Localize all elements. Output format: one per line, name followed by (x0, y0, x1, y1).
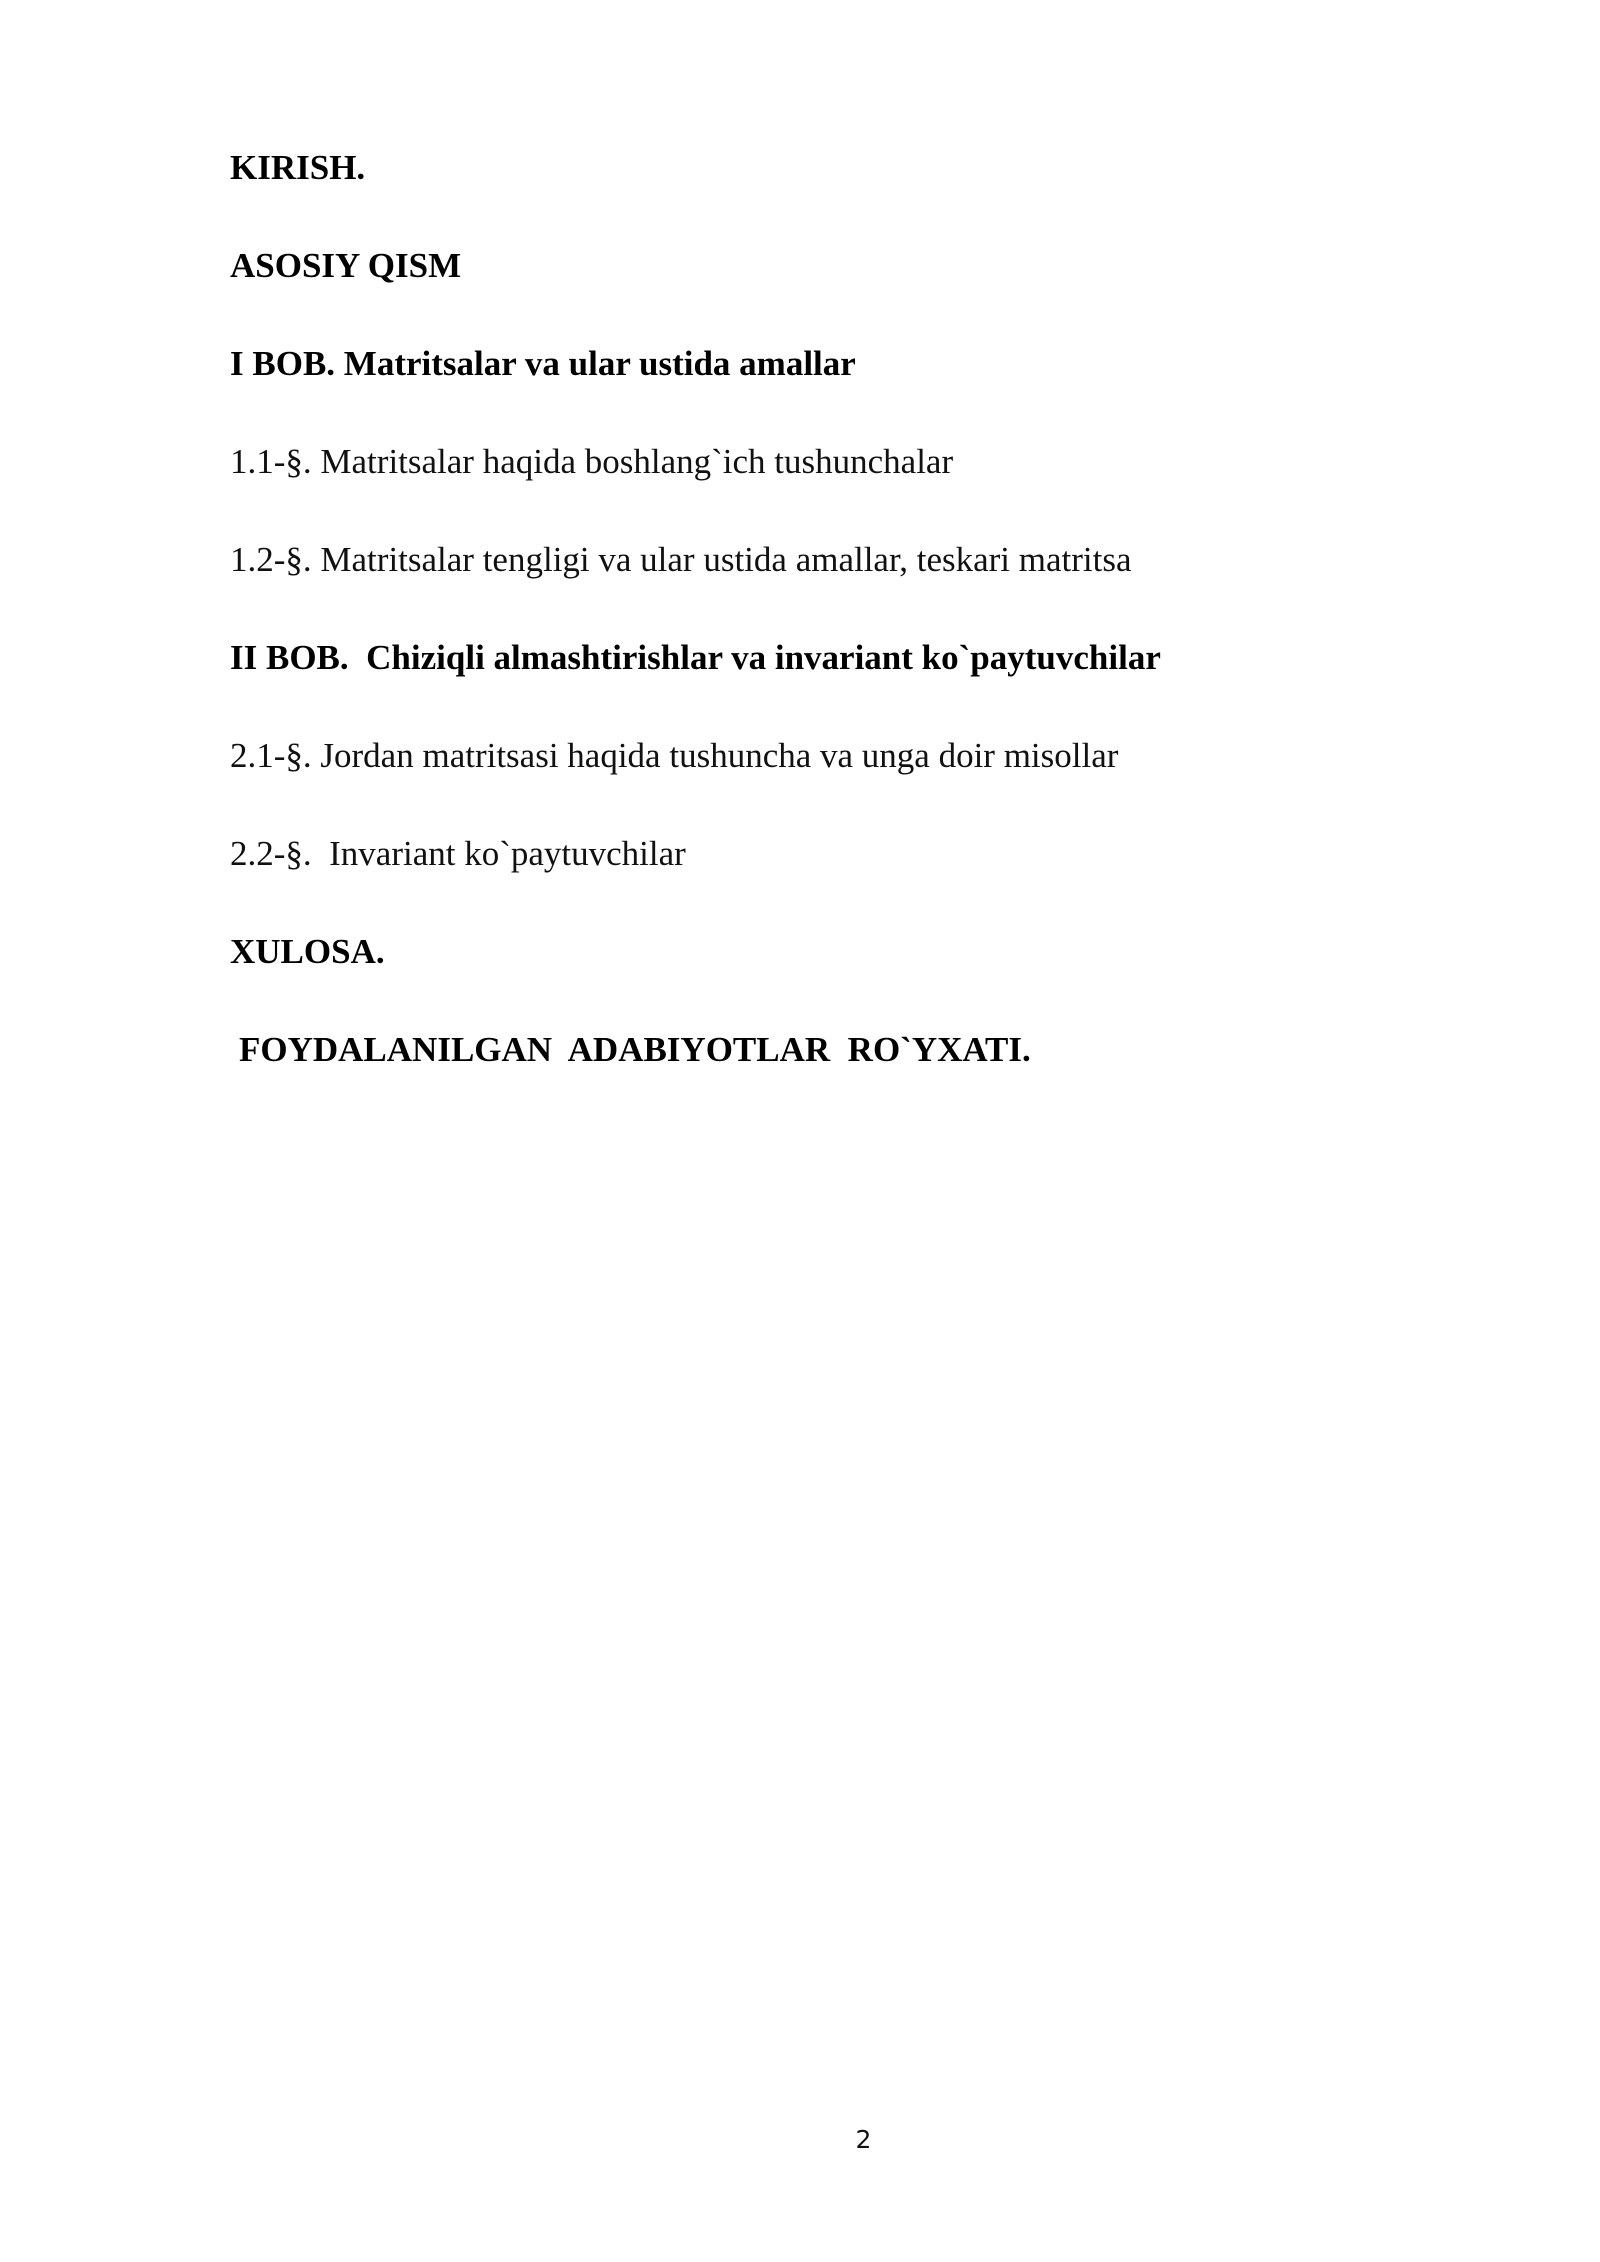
toc-conclusion: XULOSA. (230, 932, 385, 971)
toc-section-1-2: 1.2-§. Matritsalar tengligi va ular ustida amallar, teskari matritsa (230, 540, 1132, 579)
toc-chapter-2-title: II BOB. Chiziqli almashtirishlar va invariant ko`paytuvchilar (230, 638, 1161, 677)
page-number: 2 (855, 2125, 872, 2154)
toc-main-part: ASOSIY QISM (230, 246, 462, 285)
toc-references: FOYDALANILGAN ADABIYOTLAR RO`YXATI. (239, 1030, 1031, 1069)
toc-section-2-2: 2.2-§. Invariant ko`paytuvchilar (230, 834, 686, 873)
toc-intro: KIRISH. (230, 148, 366, 187)
toc-section-2-1: 2.1-§. Jordan matritsasi haqida tushuncha va unga doir misollar (230, 736, 1119, 775)
toc-chapter-1-title: I BOB. Matritsalar va ular ustida amallar (230, 344, 856, 383)
toc-section-1-1: 1.1-§. Matritsalar haqida boshlang`ich tushunchalar (230, 442, 954, 481)
